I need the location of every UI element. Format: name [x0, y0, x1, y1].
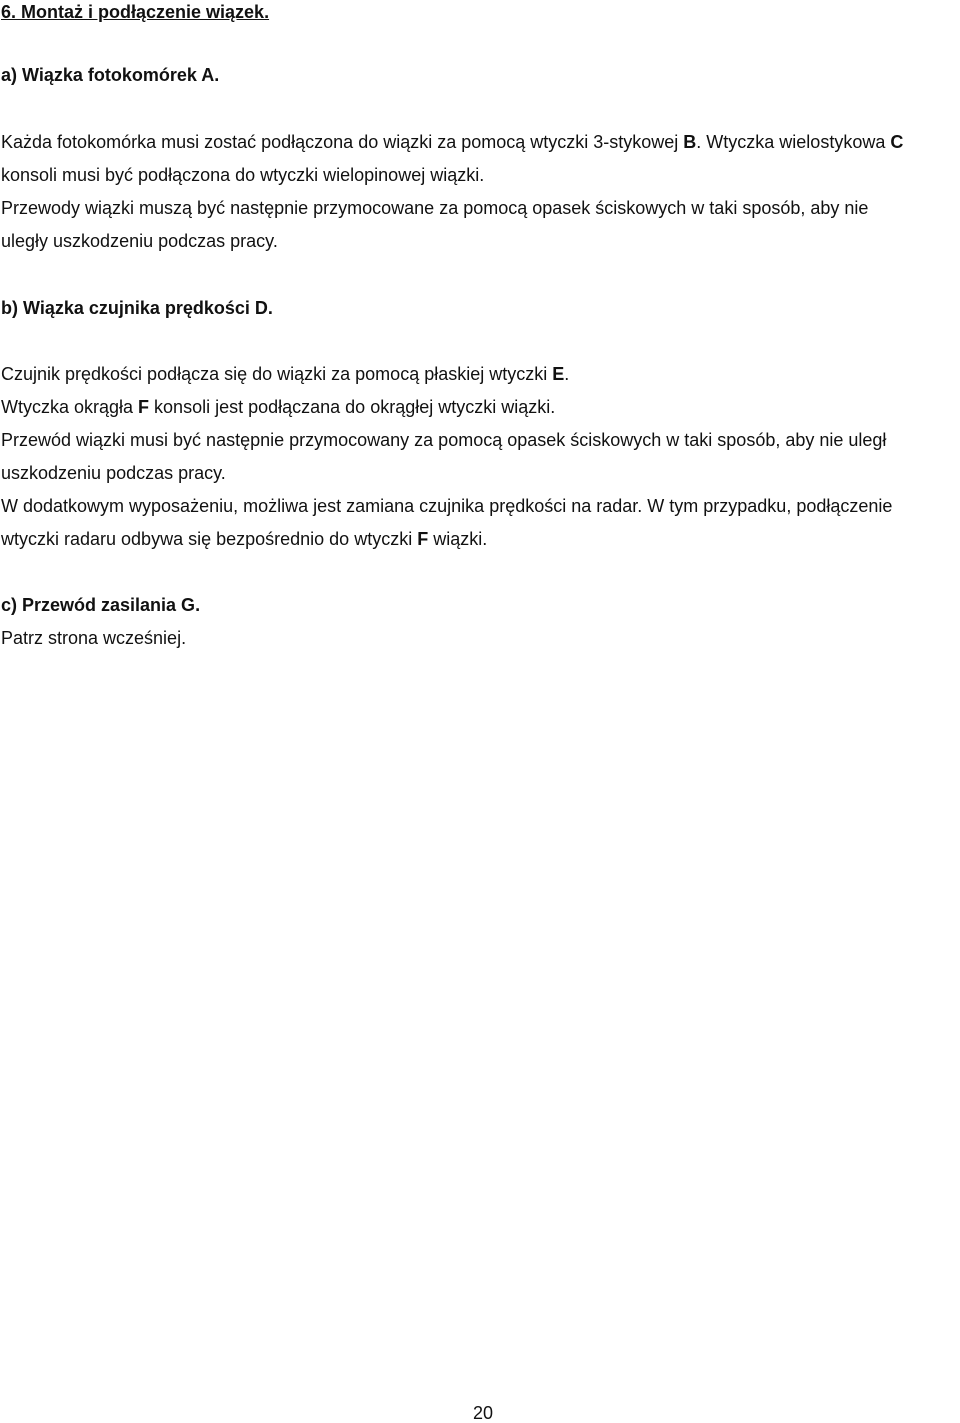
subsection-b-line-6 — [1, 528, 487, 550]
subsection-b-line-2 — [1, 396, 555, 418]
subsection-b-heading: b) Wiązka czujnika prędkości D. — [1, 298, 273, 318]
label-c: C — [890, 132, 904, 152]
subsection-a-line-4: uległy uszkodzeniu podczas pracy. — [1, 231, 278, 251]
text-span: . Wtyczka wielostykowa — [696, 132, 891, 152]
subsection-a-line-3: Przewody wiązki muszą być następnie przymocowane za pomocą opasek ściskowych w taki sposób, aby nie — [1, 198, 869, 218]
subsection-b-line-1 — [1, 363, 569, 385]
text-span: konsoli jest podłączana do okrągłej wtyczki wiązki. — [149, 397, 556, 417]
subsection-b-line-3: Przewód wiązki musi być następnie przymocowany za pomocą opasek ściskowych w taki sposób, aby nie uległ — [1, 430, 887, 450]
subsection-c-heading: c) Przewód zasilania G. — [1, 595, 201, 615]
section-title: 6. Montaż i podłączenie wiązek. — [1, 2, 270, 22]
text-span: . — [564, 364, 570, 384]
subsection-b-line-5: W dodatkowym wyposażeniu, możliwa jest zamiana czujnika prędkości na radar. W tym przypadku, podłączenie — [1, 496, 893, 516]
subsection-a-line-2: konsoli musi być podłączona do wtyczki wielopinowej wiązki. — [1, 165, 485, 185]
label-e: E — [552, 364, 565, 384]
subsection-a-line-1 — [1, 131, 903, 153]
text-span: wtyczki radaru odbywa się bezpośrednio do wtyczki — [1, 529, 418, 549]
text-span: Każda fotokomórka musi zostać podłączona do wiązki za pomocą wtyczki 3-stykowej — [1, 132, 684, 152]
text-span: Wtyczka okrągła — [1, 397, 139, 417]
label-f: F — [417, 529, 429, 549]
subsection-a-heading: a) Wiązka fotokomórek A. — [1, 65, 220, 85]
subsection-c-line-1: Patrz strona wcześniej. — [1, 628, 187, 648]
label-b: B — [683, 132, 697, 152]
subsection-b-line-4: uszkodzeniu podczas pracy. — [1, 463, 226, 483]
label-f: F — [138, 397, 150, 417]
page-number: 20 — [472, 1403, 494, 1423]
text-span: Czujnik prędkości podłącza się do wiązki za pomocą płaskiej wtyczki — [1, 364, 553, 384]
text-span: wiązki. — [428, 529, 488, 549]
